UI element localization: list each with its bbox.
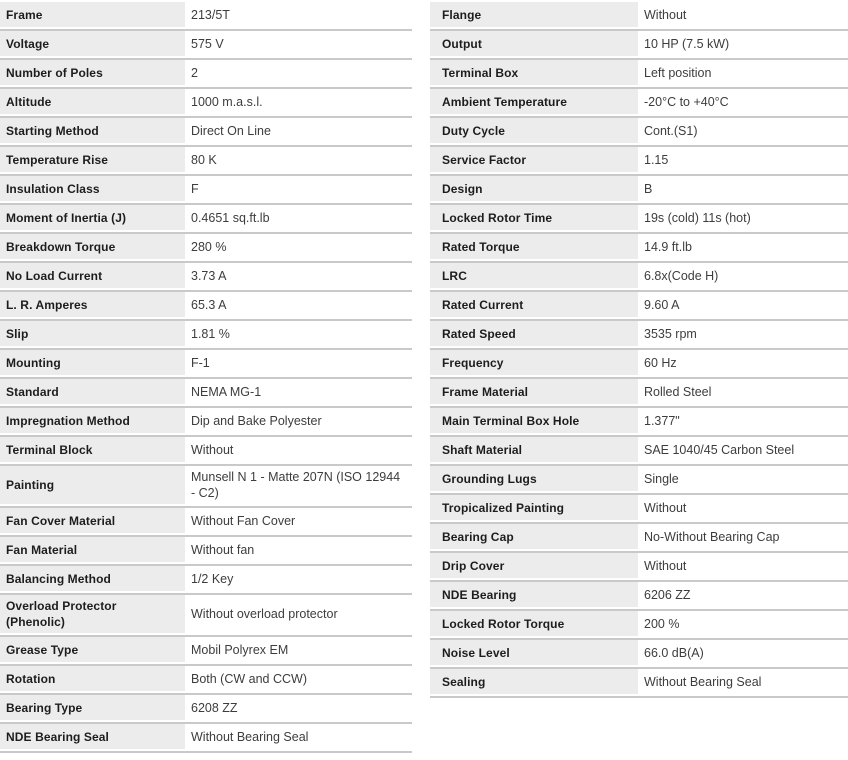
spec-label: Shaft Material <box>430 437 638 462</box>
spec-value: Dip and Bake Polyester <box>185 408 412 433</box>
spec-value: Without <box>638 553 848 578</box>
spec-label: Balancing Method <box>0 566 185 591</box>
spec-label: Grease Type <box>0 637 185 662</box>
spec-label: Painting <box>0 466 185 504</box>
spec-label: Slip <box>0 321 185 346</box>
spec-label: L. R. Amperes <box>0 292 185 317</box>
spec-value: -20°C to +40°C <box>638 89 848 114</box>
table-row <box>0 350 412 379</box>
table-row <box>430 669 848 698</box>
spec-value: 80 K <box>185 147 412 172</box>
spec-value: 9.60 A <box>638 292 848 317</box>
table-row <box>0 437 412 466</box>
table-row <box>0 234 412 263</box>
table-row <box>0 147 412 176</box>
table-row <box>430 321 848 350</box>
table-row <box>0 321 412 350</box>
spec-label: Noise Level <box>430 640 638 665</box>
table-row <box>430 118 848 147</box>
spec-label: Impregnation Method <box>0 408 185 433</box>
table-row <box>430 466 848 495</box>
table-row <box>0 205 412 234</box>
spec-value: F-1 <box>185 350 412 375</box>
spec-value: 66.0 dB(A) <box>638 640 848 665</box>
table-row <box>430 379 848 408</box>
spec-label: Terminal Box <box>430 60 638 85</box>
spec-label: Locked Rotor Torque <box>430 611 638 636</box>
table-row <box>430 553 848 582</box>
spec-label: Rated Current <box>430 292 638 317</box>
spec-value: No-Without Bearing Cap <box>638 524 848 549</box>
table-row <box>430 234 848 263</box>
spec-table-right <box>430 2 848 698</box>
table-row <box>430 31 848 60</box>
spec-label: Voltage <box>0 31 185 56</box>
spec-label: Altitude <box>0 89 185 114</box>
table-row <box>430 147 848 176</box>
table-row <box>430 408 848 437</box>
spec-label: Frame Material <box>430 379 638 404</box>
spec-value: SAE 1040/45 Carbon Steel <box>638 437 848 462</box>
spec-value: Without <box>638 495 848 520</box>
table-row <box>0 637 412 666</box>
spec-label: Drip Cover <box>430 553 638 578</box>
table-row <box>0 292 412 321</box>
table-row <box>0 595 412 637</box>
table-row <box>0 466 412 508</box>
spec-value: Without Fan Cover <box>185 508 412 533</box>
spec-label: Frame <box>0 2 185 27</box>
spec-label: No Load Current <box>0 263 185 288</box>
spec-label: Starting Method <box>0 118 185 143</box>
table-row <box>430 89 848 118</box>
spec-value: 213/5T <box>185 2 412 27</box>
spec-label: Number of Poles <box>0 60 185 85</box>
spec-value: 19s (cold) 11s (hot) <box>638 205 848 230</box>
spec-label: Flange <box>430 2 638 27</box>
spec-value: Without overload protector <box>185 595 412 633</box>
table-row <box>430 60 848 89</box>
spec-value: 3.73 A <box>185 263 412 288</box>
spec-value: 0.4651 sq.ft.lb <box>185 205 412 230</box>
table-row <box>430 640 848 669</box>
spec-value: 3535 rpm <box>638 321 848 346</box>
spec-value: NEMA MG-1 <box>185 379 412 404</box>
spec-value: Munsell N 1 - Matte 207N (ISO 12944 - C2) <box>185 466 412 504</box>
spec-value: 6206 ZZ <box>638 582 848 607</box>
spec-value: 280 % <box>185 234 412 259</box>
spec-value: Rolled Steel <box>638 379 848 404</box>
spec-label: Locked Rotor Time <box>430 205 638 230</box>
table-row <box>0 60 412 89</box>
spec-label: Breakdown Torque <box>0 234 185 259</box>
spec-value: F <box>185 176 412 201</box>
spec-label: Bearing Type <box>0 695 185 720</box>
spec-value: 14.9 ft.lb <box>638 234 848 259</box>
spec-label: Rotation <box>0 666 185 691</box>
spec-value: 575 V <box>185 31 412 56</box>
spec-value: Without Bearing Seal <box>185 724 412 749</box>
table-row <box>0 176 412 205</box>
table-row <box>430 611 848 640</box>
spec-value: Mobil Polyrex EM <box>185 637 412 662</box>
spec-value: Without Bearing Seal <box>638 669 848 694</box>
table-row <box>430 582 848 611</box>
table-row <box>0 2 412 31</box>
spec-label: LRC <box>430 263 638 288</box>
spec-label: Ambient Temperature <box>430 89 638 114</box>
spec-value: Single <box>638 466 848 491</box>
spec-label: Sealing <box>430 669 638 694</box>
spec-label: NDE Bearing Seal <box>0 724 185 749</box>
spec-value: 2 <box>185 60 412 85</box>
spec-value: 65.3 A <box>185 292 412 317</box>
table-row <box>0 695 412 724</box>
spec-label: NDE Bearing <box>430 582 638 607</box>
spec-value: Without fan <box>185 537 412 562</box>
spec-value: 6.8x(Code H) <box>638 263 848 288</box>
spec-value: Without <box>638 2 848 27</box>
table-row <box>430 2 848 31</box>
table-row <box>430 263 848 292</box>
spec-label: Rated Speed <box>430 321 638 346</box>
spec-label: Tropicalized Painting <box>430 495 638 520</box>
table-row <box>0 666 412 695</box>
table-row <box>430 205 848 234</box>
table-row <box>0 263 412 292</box>
spec-value: Direct On Line <box>185 118 412 143</box>
spec-label: Duty Cycle <box>430 118 638 143</box>
spec-label: Fan Material <box>0 537 185 562</box>
spec-value: 1.15 <box>638 147 848 172</box>
table-row <box>430 176 848 205</box>
table-row <box>0 537 412 566</box>
spec-value: 6208 ZZ <box>185 695 412 720</box>
spec-value: B <box>638 176 848 201</box>
table-row <box>430 495 848 524</box>
spec-label: Design <box>430 176 638 201</box>
table-row <box>0 379 412 408</box>
spec-value: 200 % <box>638 611 848 636</box>
spec-label: Frequency <box>430 350 638 375</box>
spec-value: Both (CW and CCW) <box>185 666 412 691</box>
spec-label: Main Terminal Box Hole <box>430 408 638 433</box>
table-row <box>0 566 412 595</box>
spec-value: 1.81 % <box>185 321 412 346</box>
spec-label: Moment of Inertia (J) <box>0 205 185 230</box>
table-row <box>0 508 412 537</box>
spec-value: 1000 m.a.s.l. <box>185 89 412 114</box>
spec-label: Output <box>430 31 638 56</box>
table-row <box>430 350 848 379</box>
table-row <box>430 524 848 553</box>
spec-label: Fan Cover Material <box>0 508 185 533</box>
table-row <box>0 408 412 437</box>
table-row <box>0 118 412 147</box>
spec-value: 1.377" <box>638 408 848 433</box>
table-row <box>0 89 412 118</box>
table-row <box>0 724 412 753</box>
spec-label: Temperature Rise <box>0 147 185 172</box>
spec-label: Insulation Class <box>0 176 185 201</box>
spec-label: Bearing Cap <box>430 524 638 549</box>
spec-label: Standard <box>0 379 185 404</box>
spec-value: 10 HP (7.5 kW) <box>638 31 848 56</box>
spec-value: Cont.(S1) <box>638 118 848 143</box>
spec-label: Grounding Lugs <box>430 466 638 491</box>
spec-label: Mounting <box>0 350 185 375</box>
spec-label: Service Factor <box>430 147 638 172</box>
table-row <box>0 31 412 60</box>
table-row <box>430 437 848 466</box>
spec-label: Rated Torque <box>430 234 638 259</box>
spec-value: 60 Hz <box>638 350 848 375</box>
spec-table-left <box>0 2 412 753</box>
spec-label: Overload Protector (Phenolic) <box>0 595 185 633</box>
spec-value: Left position <box>638 60 848 85</box>
spec-value: Without <box>185 437 412 462</box>
spec-label: Terminal Block <box>0 437 185 462</box>
table-row <box>430 292 848 321</box>
spec-value: 1/2 Key <box>185 566 412 591</box>
